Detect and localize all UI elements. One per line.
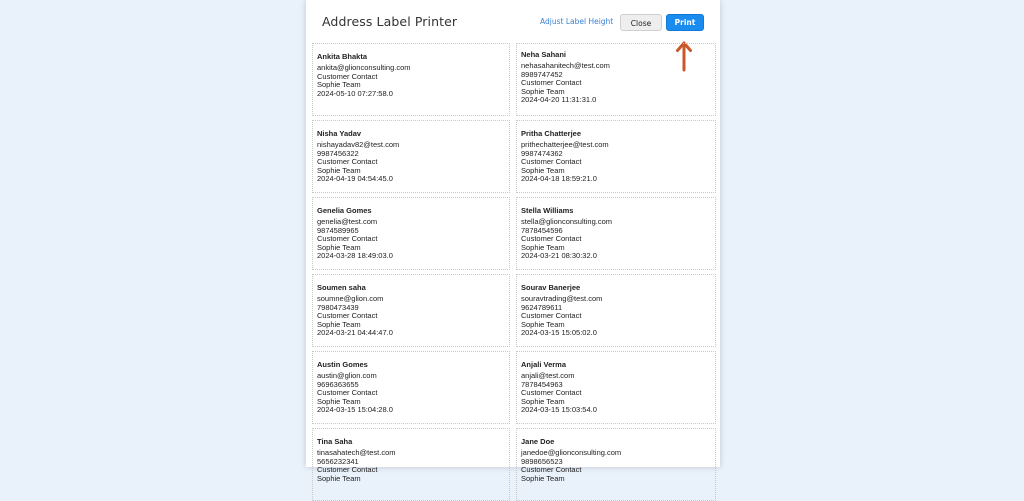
label-phone: 9874589965 [317, 225, 359, 235]
address-label [312, 274, 510, 347]
label-team: Sophie Team [521, 473, 565, 483]
close-button[interactable]: Close [620, 14, 662, 31]
label-role: Customer Contact [521, 157, 582, 167]
address-label [312, 351, 510, 424]
print-button[interactable]: Print [666, 14, 704, 31]
label-team: Sophie Team [317, 165, 361, 175]
label-role: Customer Contact [521, 234, 582, 244]
label-date: 2024-04-18 18:59:21.0 [521, 174, 597, 184]
label-email: nishayadav82@test.com [317, 140, 400, 150]
label-role: Customer Contact [521, 311, 582, 321]
label-email: souravtrading@test.com [521, 294, 603, 304]
label-name: Ankita Bhakta [317, 52, 368, 61]
address-label [516, 197, 716, 270]
label-name: Sourav Banerjee [521, 283, 581, 292]
label-role: Customer Contact [521, 465, 582, 475]
label-phone: 7878454596 [521, 225, 563, 235]
label-date: 2024-04-20 11:31:31.0 [521, 95, 597, 105]
address-label [516, 428, 716, 501]
label-email: janedoe@glionconsulting.com [521, 448, 622, 458]
label-name: Anjali Verma [521, 360, 567, 369]
label-email: prithechatterjee@test.com [521, 140, 609, 150]
label-phone: 9987456322 [317, 148, 359, 158]
address-label [312, 120, 510, 193]
label-name: Genelia Gomes [317, 206, 372, 215]
label-team: Sophie Team [317, 396, 361, 406]
label-name: Nisha Yadav [317, 129, 362, 138]
label-date: 2024-03-28 18:49:03.0 [317, 251, 393, 261]
label-role: Customer Contact [521, 388, 582, 398]
label-email: soumne@glion.com [317, 294, 384, 304]
label-role: Customer Contact [317, 388, 378, 398]
label-role: Customer Contact [317, 234, 378, 244]
label-email: tinasahatech@test.com [317, 448, 396, 458]
label-team: Sophie Team [521, 86, 565, 96]
label-role: Customer Contact [521, 78, 582, 88]
label-name: Soumen saha [317, 283, 366, 292]
label-team: Sophie Team [521, 242, 565, 252]
label-date: 2024-05-10 07:27:58.0 [317, 88, 393, 98]
label-name: Tina Saha [317, 437, 353, 446]
adjust-label-height-link[interactable]: Adjust Label Height [540, 17, 614, 26]
address-label-dialog [306, 0, 720, 483]
label-team: Sophie Team [521, 165, 565, 175]
label-date: 2024-03-15 15:05:02.0 [521, 328, 597, 338]
label-date: 2024-03-21 04:44:47.0 [317, 328, 393, 338]
label-name: Austin Gomes [317, 360, 368, 369]
address-label [312, 428, 510, 501]
label-phone: 5656232341 [317, 456, 359, 466]
label-name: Pritha Chatterjee [521, 129, 582, 138]
label-date: 2024-03-15 15:04:28.0 [317, 405, 393, 415]
label-phone: 7980473439 [317, 302, 359, 312]
dialog-header [306, 0, 720, 42]
address-label [516, 274, 716, 347]
label-email: stella@glionconsulting.com [521, 217, 612, 227]
dialog-title: Address Label Printer [322, 14, 458, 29]
label-email: ankita@glionconsulting.com [317, 63, 411, 73]
label-name: Jane Doe [521, 437, 555, 446]
label-team: Sophie Team [521, 319, 565, 329]
label-phone: 7878454963 [521, 379, 563, 389]
label-phone: 8989747452 [521, 69, 563, 79]
label-role: Customer Contact [317, 311, 378, 321]
label-phone: 9624789611 [521, 302, 563, 312]
label-email: genelia@test.com [317, 217, 378, 227]
label-role: Customer Contact [317, 157, 378, 167]
label-team: Sophie Team [317, 80, 361, 90]
label-phone: 9696363655 [317, 379, 359, 389]
label-phone: 9898656523 [521, 456, 563, 466]
label-role: Customer Contact [317, 465, 378, 475]
label-team: Sophie Team [317, 473, 361, 483]
address-label [516, 120, 716, 193]
label-phone: 9987474362 [521, 148, 563, 158]
label-team: Sophie Team [317, 242, 361, 252]
label-email: austin@glion.com [317, 371, 377, 381]
label-team: Sophie Team [317, 319, 361, 329]
address-label [312, 43, 510, 116]
label-name: Neha Sahani [521, 50, 567, 59]
label-date: 2024-03-21 08:30:32.0 [521, 251, 597, 261]
label-date: 2024-03-15 15:03:54.0 [521, 405, 597, 415]
label-grid [312, 43, 716, 501]
address-label [516, 351, 716, 424]
address-label [312, 197, 510, 270]
label-team: Sophie Team [521, 396, 565, 406]
address-label [516, 43, 716, 116]
label-role: Customer Contact [317, 71, 378, 81]
label-date: 2024-04-19 04:54:45.0 [317, 174, 393, 184]
label-email: anjali@test.com [521, 371, 575, 381]
label-email: nehasahanitech@test.com [521, 61, 610, 71]
label-name: Stella Williams [521, 206, 574, 215]
